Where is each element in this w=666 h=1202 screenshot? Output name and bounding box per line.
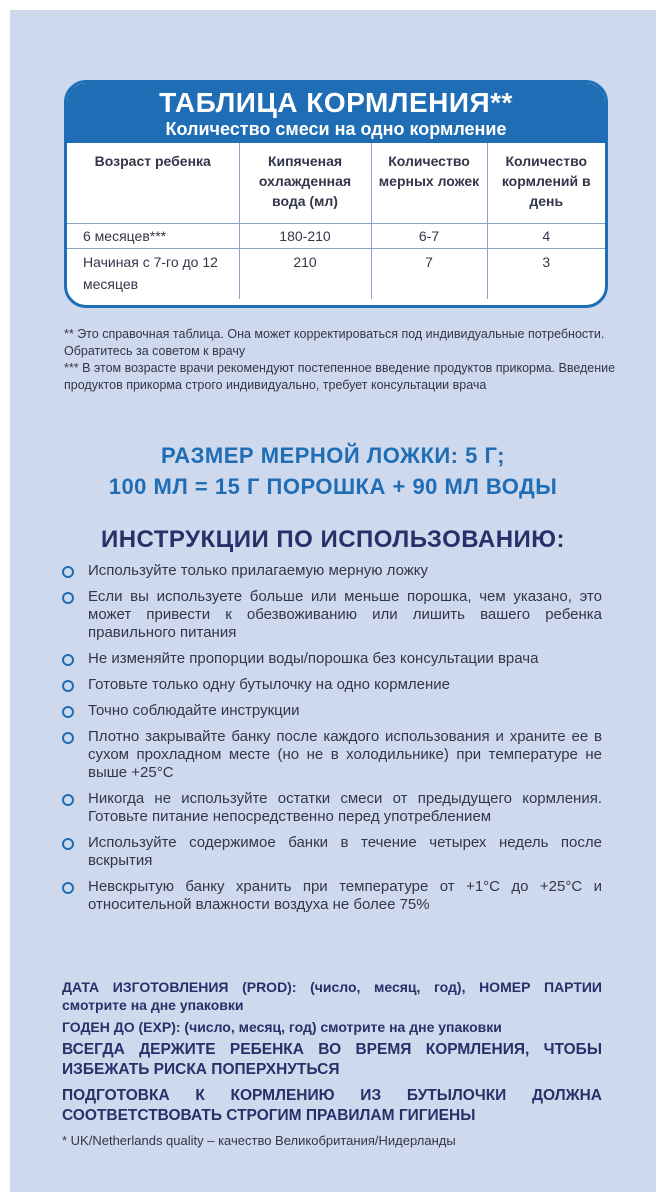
hygiene-warning: ПОДГОТОВКА К КОРМЛЕНИЮ ИЗ БУТЫЛОЧКИ ДОЛЖНА СООТВЕТСТВОВАТЬ СТРОГИМ ПРАВИЛАМ ГИГИЕНЫ bbox=[62, 1087, 602, 1124]
list-item bbox=[62, 676, 602, 694]
cell-feedings: 4 bbox=[487, 224, 605, 249]
feeding-table-header bbox=[67, 83, 605, 143]
quality-origin-note: * UK/Netherlands quality – качество Великобритания/Нидерланды bbox=[62, 1133, 456, 1148]
circle-bullet-icon bbox=[62, 706, 74, 718]
list-item bbox=[62, 588, 602, 642]
list-item-text: Готовьте только одну бутылочку на одно кормление bbox=[88, 676, 450, 693]
label-footer bbox=[62, 978, 602, 1150]
footnote: ** Это справочная таблица. Она может корректироваться под индивидуальные потребности. Обратитесь за советом к врачу bbox=[64, 327, 605, 358]
cell-scoops: 7 bbox=[371, 249, 487, 300]
list-item bbox=[62, 878, 602, 914]
list-item-text: Если вы используете больше или меньше порошка, чем указано, это может привести к обезвоживанию или лишить вашего ребенка правильного питания bbox=[88, 588, 602, 641]
table-header-row bbox=[67, 143, 605, 224]
list-item-text: Никогда не используйте остатки смеси от предыдущего кормления. Готовьте питание непосредственно перед употреблением bbox=[88, 790, 602, 825]
circle-bullet-icon bbox=[62, 566, 74, 578]
list-item-text: Используйте содержимое банки в течение четырех недель после вскрытия bbox=[88, 834, 602, 869]
feeding-grid bbox=[67, 143, 605, 299]
header-feedings: Количество кормлений в день bbox=[487, 143, 605, 224]
mixing-ratio-line: 100 МЛ = 15 Г ПОРОШКА + 90 МЛ ВОДЫ bbox=[108, 474, 558, 499]
cell-age: 6 месяцев*** bbox=[67, 224, 239, 249]
list-item-text: Плотно закрывайте банку после каждого использования и храните ее в сухом прохладном месте (но не в холодильнике) при температуре не выше +25°С bbox=[88, 728, 602, 781]
list-item-text: Невскрытую банку хранить при температуре от +1°С до +25°С и относительной влажности воздуха не более 75% bbox=[88, 878, 602, 913]
footnote: *** В этом возрасте врачи рекомендуют постепенное введение продуктов прикорма. Введение продуктов прикорма строго индивидуально, требует консультации врача bbox=[64, 361, 616, 392]
list-item bbox=[62, 728, 602, 782]
feeding-table bbox=[64, 80, 608, 308]
list-item bbox=[62, 562, 602, 580]
table-row bbox=[67, 224, 605, 249]
list-item bbox=[62, 702, 602, 720]
instructions-list bbox=[62, 562, 602, 922]
circle-bullet-icon bbox=[62, 592, 74, 604]
feeding-table-title: ТАБЛИЦА КОРМЛЕНИЯ** bbox=[159, 87, 513, 118]
list-item bbox=[62, 650, 602, 668]
scoop-size-line: РАЗМЕР МЕРНОЙ ЛОЖКИ: 5 Г; bbox=[161, 443, 505, 468]
cell-feedings: 3 bbox=[487, 249, 605, 300]
table-row bbox=[67, 249, 605, 300]
circle-bullet-icon bbox=[62, 680, 74, 692]
circle-bullet-icon bbox=[62, 732, 74, 744]
production-date-note: ДАТА ИЗГОТОВЛЕНИЯ (PROD): (число, месяц, год), НОМЕР ПАРТИИ смотрите на дне упаковки bbox=[62, 979, 602, 1013]
list-item-text: Используйте только прилагаемую мерную ложку bbox=[88, 562, 429, 579]
circle-bullet-icon bbox=[62, 838, 74, 850]
list-item bbox=[62, 790, 602, 826]
list-item-text: Не изменяйте пропорции воды/порошка без консультации врача bbox=[88, 650, 539, 667]
expiry-date-note: ГОДЕН ДО (EXP): (число, месяц, год) смотрите на дне упаковки bbox=[62, 1019, 502, 1035]
list-item-text: Точно соблюдайте инструкции bbox=[88, 702, 300, 719]
table-footnotes bbox=[64, 326, 644, 394]
feeding-table-subtitle: Количество смеси на одно кормление bbox=[165, 119, 507, 139]
circle-bullet-icon bbox=[62, 882, 74, 894]
label-panel bbox=[10, 10, 656, 1192]
instructions-title: ИНСТРУКЦИИ ПО ИСПОЛЬЗОВАНИЮ: bbox=[100, 526, 566, 553]
circle-bullet-icon bbox=[62, 794, 74, 806]
choking-warning: ВСЕГДА ДЕРЖИТЕ РЕБЕНКА ВО ВРЕМЯ КОРМЛЕНИЯ, ЧТОБЫ ИЗБЕЖАТЬ РИСКА ПОПЕРХНУТЬСЯ bbox=[62, 1041, 602, 1078]
header-age: Возраст ребенка bbox=[67, 143, 239, 224]
cell-water: 180-210 bbox=[239, 224, 371, 249]
circle-bullet-icon bbox=[62, 654, 74, 666]
cell-scoops: 6-7 bbox=[371, 224, 487, 249]
cell-water: 210 bbox=[239, 249, 371, 300]
header-scoops: Количество мерных ложек bbox=[371, 143, 487, 224]
list-item bbox=[62, 834, 602, 870]
scoop-size-block bbox=[10, 440, 656, 502]
header-water: Кипяченая охлажденная вода (мл) bbox=[239, 143, 371, 224]
cell-age: Начиная с 7-го до 12 месяцев bbox=[67, 249, 239, 300]
